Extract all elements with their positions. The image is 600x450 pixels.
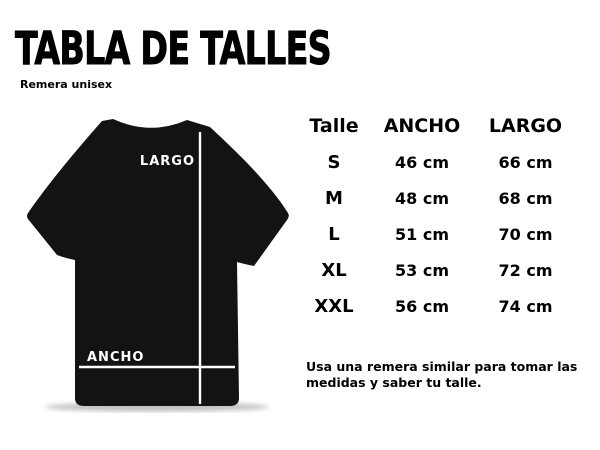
largo-value: 68 cm [498,188,553,208]
largo-value: 66 cm [498,152,553,172]
largo-label: LARGO [139,154,195,169]
largo-value: 70 cm [498,224,553,244]
size-table [295,108,580,324]
col-header-talle: Talle [309,115,359,137]
col-header-ancho: ANCHO [383,115,461,137]
tshirt-diagram [18,108,293,413]
ancho-value: 56 cm [395,296,449,316]
measurement-note: Usa una remera similar para tomar las medidas y saber tu talle. [306,359,578,390]
size-label: XL [321,259,347,281]
largo-value: 72 cm [498,260,553,280]
size-label: S [327,151,341,173]
ancho-label: ANCHO [87,350,145,365]
page-title: TABLA DE TALLES [15,22,331,75]
size-label: L [328,223,340,245]
ancho-value: 51 cm [395,224,449,244]
ancho-value: 48 cm [395,188,449,208]
page-subtitle: Remera unisex [20,78,113,91]
size-label: XXL [314,295,354,317]
ancho-value: 53 cm [395,260,449,280]
col-header-largo: LARGO [488,115,563,137]
size-label: M [325,187,343,209]
ancho-value: 46 cm [395,152,449,172]
largo-value: 74 cm [498,296,553,316]
